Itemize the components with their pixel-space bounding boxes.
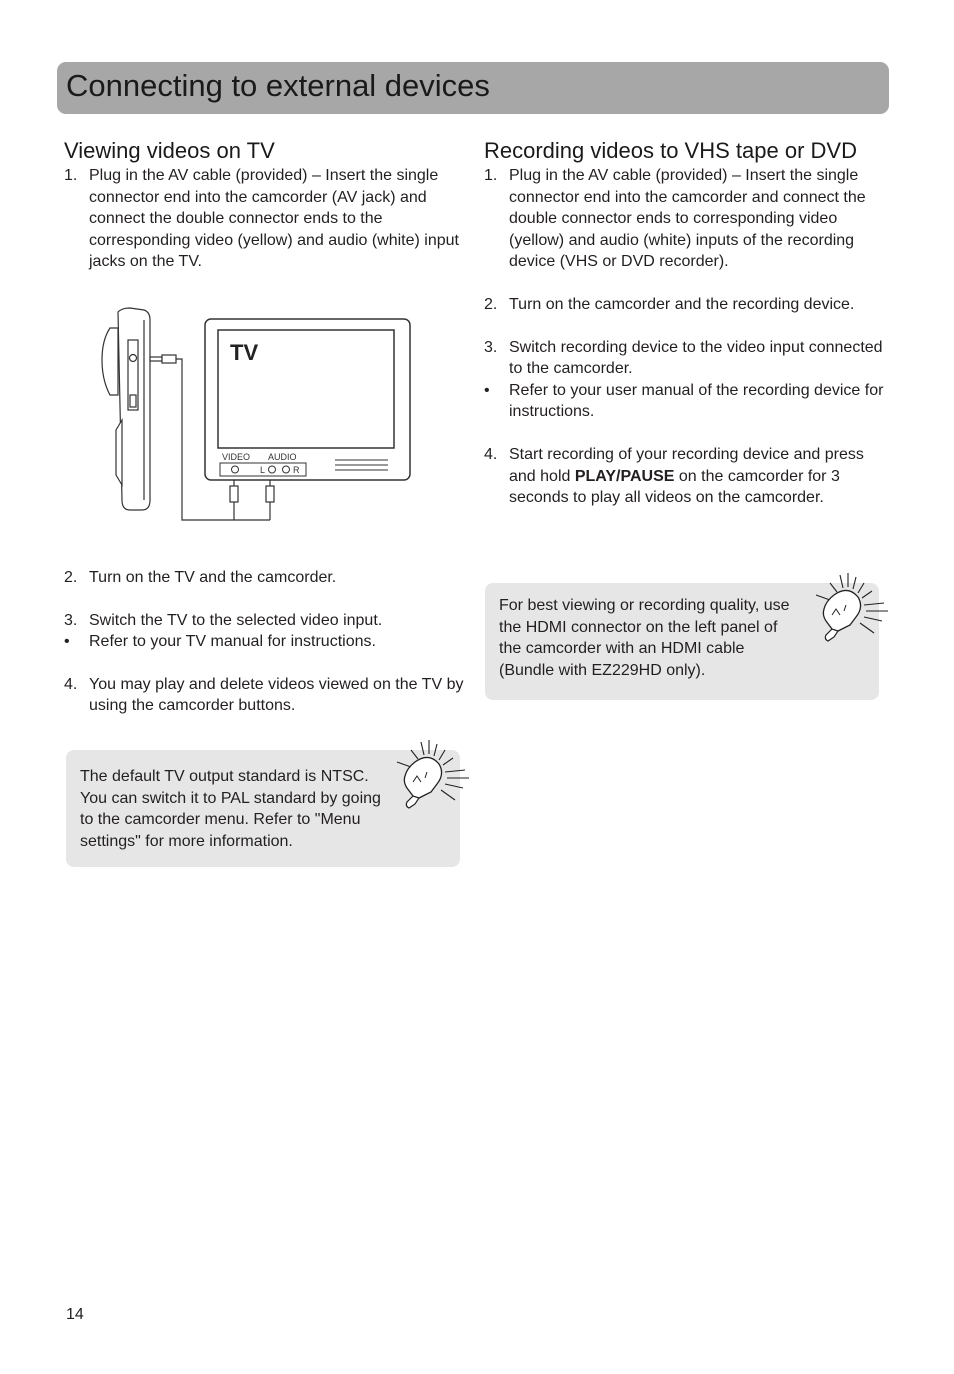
step-text: Turn on the TV and the camcorder. xyxy=(89,569,337,586)
tv-label: TV xyxy=(230,340,259,365)
step-number: 2. xyxy=(484,295,498,313)
lightbulb-tip-icon xyxy=(385,738,471,824)
section-title-viewing-tv: Viewing videos on TV xyxy=(64,138,275,163)
play-pause-button-label: PLAY/PAUSE xyxy=(574,467,675,485)
video-jack-label: VIDEO xyxy=(222,452,251,462)
step-number: 3. xyxy=(64,611,78,629)
page-number: 14 xyxy=(66,1306,84,1323)
right-column xyxy=(484,137,884,509)
audio-right-label: R xyxy=(293,465,300,475)
list-item xyxy=(484,165,884,273)
video-jack xyxy=(232,466,239,473)
step-number: 1. xyxy=(484,167,498,184)
list-item xyxy=(484,337,884,380)
step-text: Refer to your user manual of the recording device for instructions. xyxy=(509,381,884,421)
step-text-post: on the camcorder for 3 seconds to play all videos on the camcorder. xyxy=(509,467,840,507)
left-column xyxy=(64,137,464,273)
note-text: The default TV output standard is NTSC. You can switch it to PAL standard by going to the camcorder menu. Refer to "Menu settings" for more information. xyxy=(80,768,381,850)
step-text: Turn on the camcorder and the recording device. xyxy=(509,295,855,313)
audio-right-jack xyxy=(283,466,290,473)
bullet-marker: • xyxy=(64,633,70,651)
note-text: For best viewing or recording quality, use the HDMI connector on the left panel of the camcorder with an HDMI cable (Bundle with EZ229HD only). xyxy=(499,597,790,679)
audio-left-label: L xyxy=(260,465,266,475)
step-text: You may play and delete videos viewed on the TV by using the camcorder buttons. xyxy=(89,675,464,715)
list-item xyxy=(64,610,464,632)
audio-jack-label: AUDIO xyxy=(268,452,297,462)
step-text: Plug in the AV cable (provided) – Insert the single connector end into the camcorder and connect the double connector ends to corresponding video (yellow) and audio (white) inputs of the recording device (VHS or DVD recorder). xyxy=(509,167,866,271)
list-item xyxy=(64,674,464,717)
tv-illustration xyxy=(205,319,410,480)
step-number: 4. xyxy=(64,675,78,693)
page-title: Connecting to external devices xyxy=(66,68,490,103)
step-number: 3. xyxy=(484,338,498,356)
bullet-marker: • xyxy=(484,381,490,399)
section-title-recording: Recording videos to VHS tape or DVD xyxy=(484,138,857,163)
step-number: 4. xyxy=(484,445,498,463)
camcorder-illustration xyxy=(102,308,150,510)
step-text: Switch the TV to the selected video input. xyxy=(89,611,383,629)
tv-connection-diagram xyxy=(100,300,420,530)
list-item xyxy=(484,380,884,423)
step-text-pre: Start recording of your recording device and press and hold xyxy=(509,445,864,485)
list-item xyxy=(64,165,464,273)
step-text: Plug in the AV cable (provided) – Insert the single connector end into the camcorder (AV jack) and connect the double connector ends to the corresponding video (yellow) and audio (white) input jacks on the TV. xyxy=(89,167,459,271)
header-bar xyxy=(57,62,889,114)
step-text: Refer to your TV manual for instructions. xyxy=(89,633,376,651)
step-text: Switch recording device to the video input connected to the camcorder. xyxy=(509,338,883,378)
left-steps-continued xyxy=(64,567,464,717)
list-item xyxy=(484,444,884,509)
list-item xyxy=(64,631,464,653)
step-number: 1. xyxy=(64,167,78,184)
audio-left-jack xyxy=(269,466,276,473)
list-item xyxy=(484,294,884,316)
lightbulb-tip-icon xyxy=(804,571,890,657)
list-item xyxy=(64,567,464,589)
step-number: 2. xyxy=(64,569,78,586)
